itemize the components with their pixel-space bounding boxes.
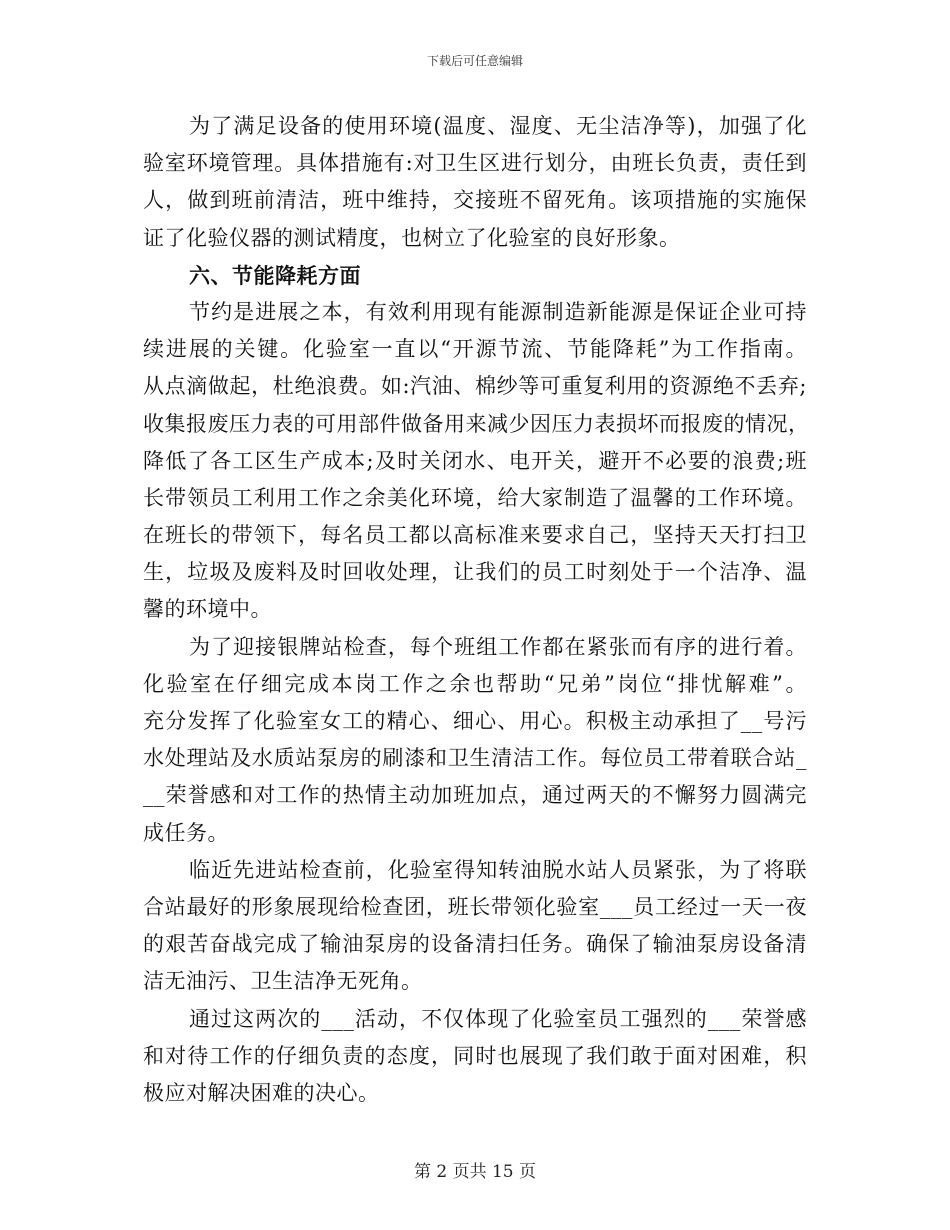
text-line: 验室环境管理。具体措施有:对卫生区进行划分，由班长负责，责任到 [143,151,807,176]
text-line: 水处理站及水质站泵房的刷漆和卫生清洁工作。每位员工带着联合站_ [143,746,807,771]
text-line: 临近先进站检查前，化验室得知转油脱水站人员紧张，为了将联 [189,857,807,882]
text-line: 为了迎接银牌站检查，每个班组工作都在紧张而有序的进行着。 [189,634,807,659]
text-line: 通过这两次的___活动，不仅体现了化验室员工强烈的___荣誉感 [189,1006,807,1031]
paragraph [143,852,807,1001]
text-line: 的艰苦奋战完成了输油泵房的设备清扫任务。确保了输油泵房设备清 [143,932,807,957]
text-line: 合站最好的形象展现给检查团，班长带领化验室___员工经过一天一夜 [143,894,807,919]
paragraph [143,629,807,852]
text-line: 为了满足设备的使用环境(温度、湿度、无尘洁净等)，加强了化 [189,114,807,138]
text-line: 充分发挥了化验室女工的精心、细心、用心。积极主动承担了__号污 [143,709,807,733]
text-line: 成任务。 [143,820,229,845]
text-line: 极应对解决困难的决心。 [143,1080,380,1105]
text-line: 收集报废压力表的可用部件做备用来减少因压力表损坏而报废的情况， [143,411,810,436]
paragraph [143,294,810,629]
text-line: 馨的环境中。 [143,597,272,622]
body-content [143,108,810,1112]
text-line: __荣誉感和对工作的热情主动加班加点，通过两天的不懈努力圆满完 [143,783,807,808]
text-line: 长带领员工利用工作之余美化环境，给大家制造了温馨的工作环境。 [143,485,807,510]
text-line: 从点滴做起，杜绝浪费。如:汽油、棉纱等可重复利用的资源绝不丢弃; [143,374,807,399]
text-line: 化验室在仔细完成本岗工作之余也帮助“兄弟”岗位“排忧解难”。 [143,671,807,696]
text-line: 续进展的关键。化验室一直以“开源节流、节能降耗”为工作指南。 [143,337,807,362]
section-heading: 六、节能降耗方面 [189,262,361,288]
text-line: 在班长的带领下，每名员工都以高标准来要求自己，坚持天天打扫卫 [143,523,807,548]
paragraph [143,108,807,257]
text-line: 生，垃圾及废料及时回收处理，让我们的员工时刻处于一个洁净、温 [143,560,807,585]
text-line: 洁无油污、卫生洁净无死角。 [143,969,423,994]
text-line: 节约是进展之本，有效利用现有能源制造新能源是保证企业可持 [189,299,807,324]
text-line: 和对待工作的仔细负责的态度，同时也展现了我们敢于面对困难，积 [143,1043,807,1068]
paragraph [143,1001,807,1113]
page-footer: 第 2 页共 15 页 [413,1162,537,1182]
text-line: 人，做到班前清洁，班中维持，交接班不留死角。该项措施的实施保 [143,188,807,213]
page-header: 下载后可任意编辑 [426,54,523,68]
text-line: 降低了各工区生产成本;及时关闭水、电开关，避开不必要的浪费;班 [143,448,807,473]
text-line: 证了化验仪器的测试精度，也树立了化验室的良好形象。 [143,225,681,250]
